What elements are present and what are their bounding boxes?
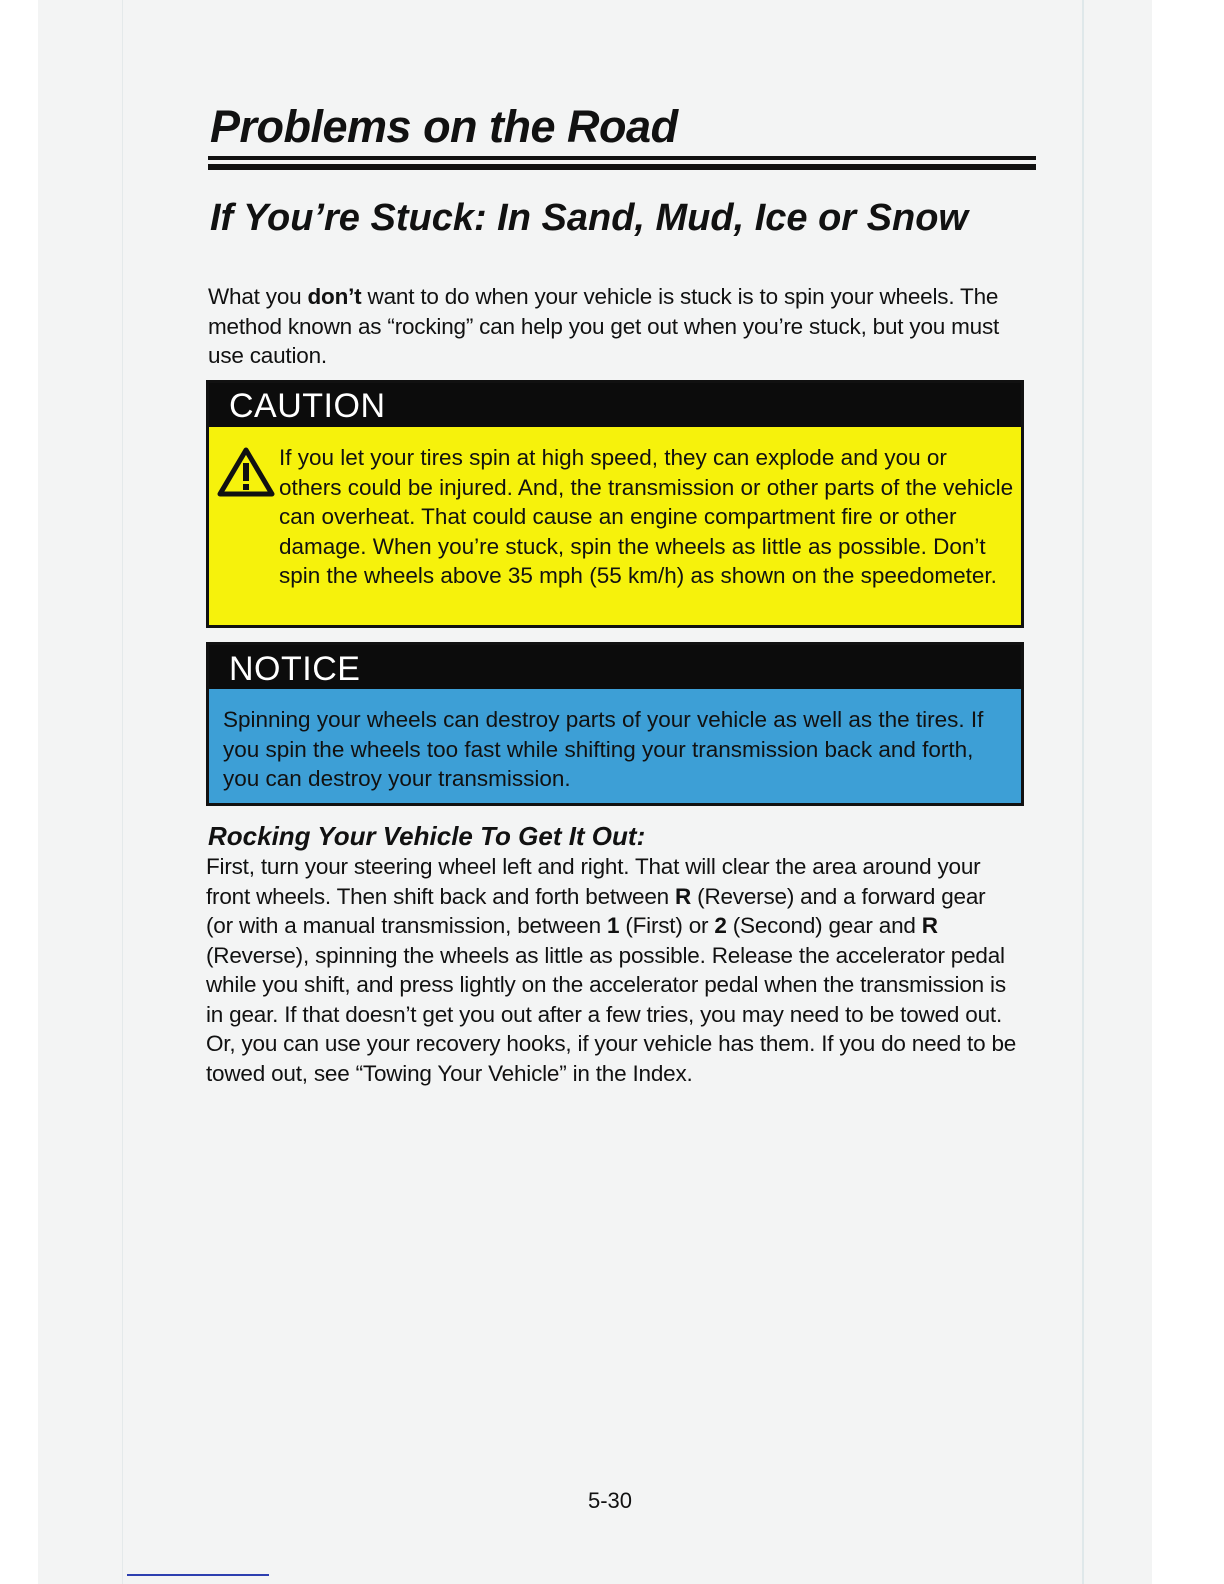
title-rule-top: [208, 156, 1036, 160]
intro-paragraph: [208, 282, 1008, 371]
title-rule-bottom: [208, 164, 1036, 170]
rocking-paragraph: [206, 852, 1018, 1088]
rocking-text-4: (Second) gear and: [726, 913, 922, 938]
intro-text-end: want to do when your vehicle is stuck is to spin your wheels. The method known as “rocking” can help you get out when you’re stuck, but you must use caution.: [208, 284, 1000, 368]
warning-triangle-icon: [217, 447, 275, 497]
notice-box: [206, 642, 1024, 806]
rocking-text-2: (Reverse) and a forward gear (or with a manual transmission, between: [206, 883, 986, 938]
caution-label: CAUTION: [209, 383, 1021, 427]
intro-text-start: What you: [208, 284, 308, 309]
scan-line-left: [122, 0, 123, 1584]
gear-r-label-2: R: [921, 913, 938, 938]
scan-line-right: [1082, 0, 1084, 1584]
page-number: 5-30: [588, 1488, 633, 1513]
gear-1-label: 1: [606, 913, 620, 938]
intro-emphasis: don’t: [307, 284, 362, 309]
rocking-text-3: (First) or: [619, 913, 715, 938]
gear-2-label: 2: [714, 913, 727, 938]
caution-box: [206, 380, 1024, 628]
section-heading: If You’re Stuck: In Sand, Mud, Ice or Snow: [210, 197, 968, 239]
notice-text: Spinning your wheels can destroy parts of your vehicle as well as the tires. If you spin the wheels too fast while shifting your transmission back and forth, you can destroy your transmission.: [223, 707, 984, 791]
rocking-text-1: First, turn your steering wheel left and right. That will clear the area around your front wheels. Then shift back and forth between: [206, 854, 981, 909]
rocking-heading: Rocking Your Vehicle To Get It Out:: [208, 821, 646, 851]
caution-text: If you let your tires spin at high speed, they can explode and you or others could be injured. And, the transmission or other parts of the vehicle can overheat. That could cause an engine compartment fire or other damage. When you’re stuck, spin the wheels as little as possible. Don’t spin the wheels above 35 mph (55 km/h) as shown on the speedometer.: [279, 445, 1014, 588]
scan-margin-left: [0, 0, 38, 1584]
scan-margin-right: [1152, 0, 1224, 1584]
bottom-link-underline[interactable]: [127, 1574, 269, 1576]
gear-r-label: R: [675, 883, 692, 909]
rocking-text-5: (Reverse), spinning the wheels as little as possible. Release the accelerator pedal while you shift, and press lightly on the accelerator pedal when the transmission is in gear. If that doesn’t get you out after a few tries, you may need to be towed out. Or, you can use your recovery hooks, if your vehicle has them. If you do need to be towed out, see “Towing Your Vehicle” in the Index.: [206, 942, 1017, 1086]
page-title: Problems on the Road: [210, 101, 678, 152]
notice-label: NOTICE: [209, 645, 1021, 689]
